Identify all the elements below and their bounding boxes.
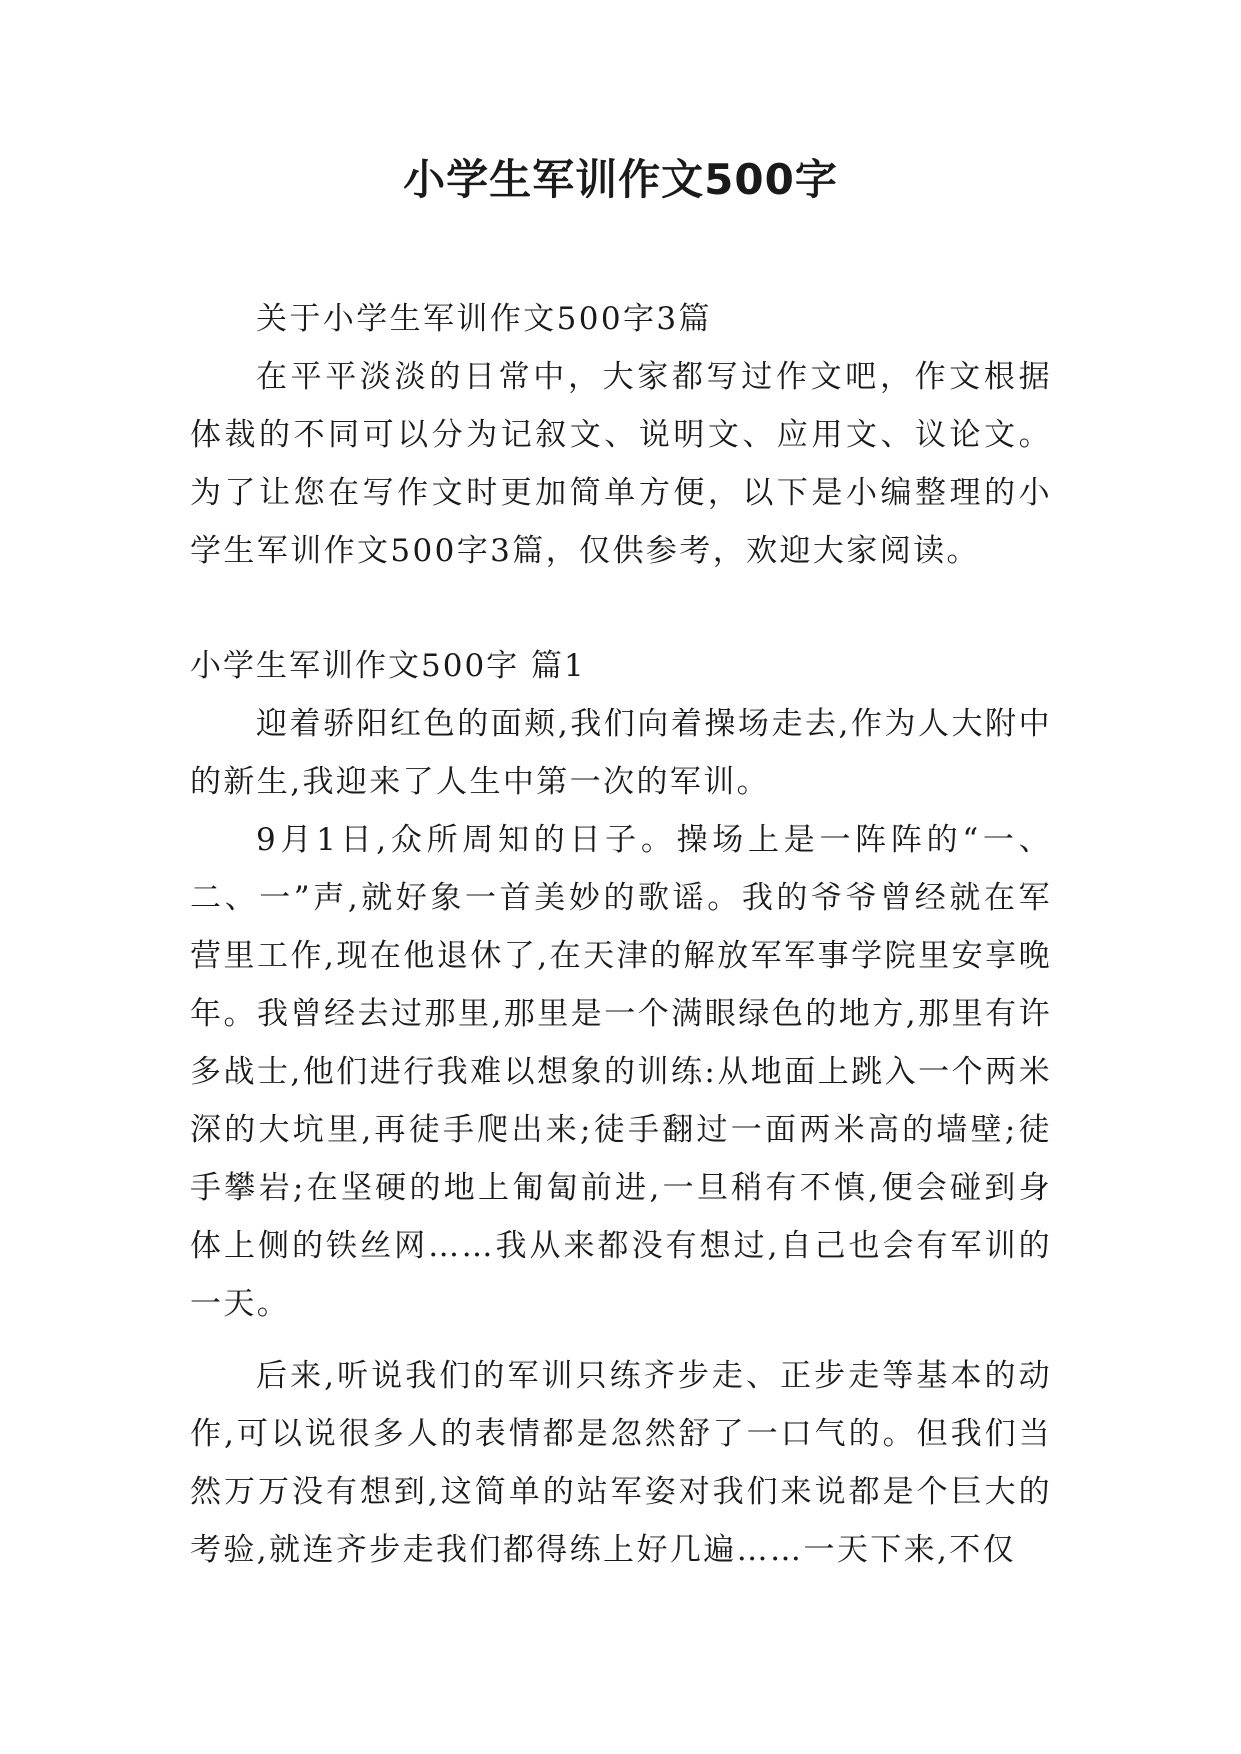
section-heading: 小学生军训作文500字 篇1	[190, 648, 586, 684]
document-title: 小学生军训作文500字	[403, 155, 838, 204]
intro-paragraph: 在平平淡淡的日常中，大家都写过作文吧，作文根据体裁的不同可以分为记叙文、说明文、应用文、议论文。为了让您在写作文时更加简单方便，以下是小编整理的小学生军训作文500字3篇，仅供参考，欢迎大家阅读。	[190, 359, 1052, 569]
document-subtitle: 关于小学生军训作文500字3篇	[256, 301, 712, 337]
body-paragraph: 后来,听说我们的军训只练齐步走、正步走等基本的动作,可以说很多人的表情都是忽然舒了一口气的。但我们当然万万没有想到,这简单的站军姿对我们来说都是个巨大的考验,就连齐步走我们都得练上好几遍……一天下来,不仅	[190, 1358, 1052, 1568]
document-body	[190, 290, 1052, 1579]
body-paragraph: 9月1日,众所周知的日子。操场上是一阵阵的“一、二、一”声,就好象一首美妙的歌谣。我的爷爷曾经就在军营里工作,现在他退休了,在天津的解放军军事学院里安享晚年。我曾经去过那里,那里是一个满眼绿色的地方,那里有许多战士,他们进行我难以想象的训练:从地面上跳入一个两米深的大坑里,再徒手爬出来;徒手翻过一面两米高的墙壁;徒手攀岩;在坚硬的地上匍匐前进,一旦稍有不慎,便会碰到身体上侧的铁丝网……我从来都没有想过,自己也会有军训的一天。	[190, 822, 1052, 1322]
body-paragraph: 迎着骄阳红色的面颊,我们向着操场走去,作为人大附中的新生,我迎来了人生中第一次的军训。	[190, 706, 1052, 800]
